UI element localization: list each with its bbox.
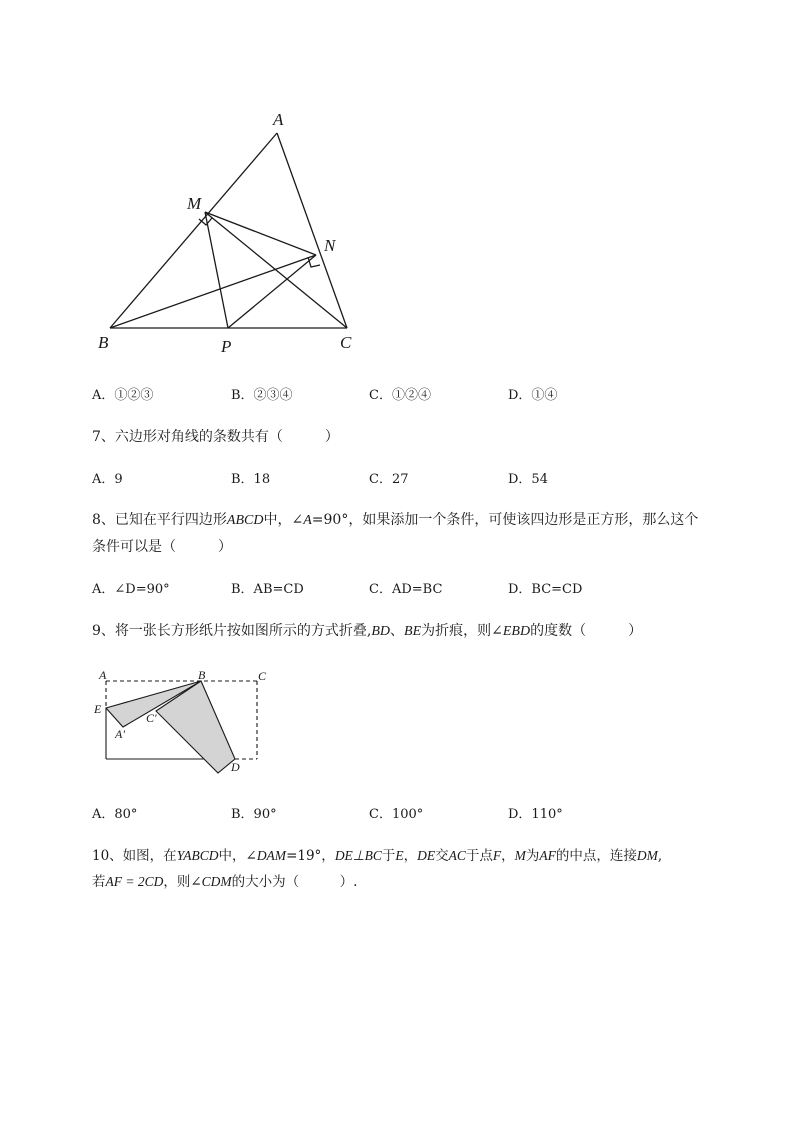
q8-option-d[interactable]: D．BC=CD — [508, 582, 583, 597]
q8-stem-text-1: 8、已知在平行四边形 — [92, 512, 227, 528]
fold-label-b: B — [198, 668, 206, 682]
q10-f: F — [492, 848, 502, 863]
q10-text-3: =19°， — [286, 848, 335, 864]
q10-text-8: ， — [501, 848, 515, 864]
q10-debc: DE⊥BC — [334, 848, 382, 863]
q10-text-9: 为 — [525, 848, 540, 864]
q10-m: M — [514, 848, 526, 863]
q7-option-c[interactable]: C．27 — [369, 472, 409, 487]
q6-option-b[interactable]: B．②③④ — [231, 388, 293, 403]
segment-mp — [205, 212, 228, 328]
q9-option-d[interactable]: D．110° — [508, 807, 563, 822]
q8-stem-text-3: =90°，如果添加一个条件，可使该四边形是正方形，那么这个 — [311, 512, 699, 528]
right-angle-n — [308, 257, 320, 267]
q10-text-5: ， — [403, 848, 418, 864]
q8-stem-abcd: ABCD — [226, 513, 264, 528]
label-n: N — [324, 236, 336, 255]
q10-text-1: 10、如图，在 — [92, 848, 177, 864]
q10-dam: DAM — [256, 848, 287, 863]
q8-stem — [92, 507, 698, 560]
q10-line2-text-1: 若 — [92, 874, 106, 890]
q6-option-d[interactable]: D．①④ — [508, 388, 558, 403]
q6-option-c[interactable]: C．①②④ — [369, 388, 431, 403]
label-m: M — [187, 194, 202, 213]
q10-abcd: YABCD — [176, 848, 219, 863]
q9-stem-text-3: 为折痕，则∠ — [421, 623, 503, 639]
q9-stem — [92, 618, 642, 645]
q10-line2-text-3: 的大小为（ ）. — [231, 874, 358, 890]
q10-line2-eq: AF = 2CD — [105, 874, 164, 889]
fold-label-d: D — [231, 760, 240, 774]
fold-label-c: C — [258, 669, 267, 683]
q9-stem-ebd: EBD — [502, 624, 531, 639]
folding-figure — [90, 665, 280, 780]
q8-stem-a: A — [303, 513, 312, 528]
q10-text-10: 的中点，连接 — [555, 848, 637, 864]
q9-stem-text-2: 、 — [390, 623, 405, 639]
q9-option-a[interactable]: A．80° — [92, 807, 138, 822]
q7-option-b[interactable]: B．18 — [231, 472, 271, 487]
fold-label-c-prime: C' — [146, 711, 157, 725]
segment-mn — [205, 212, 316, 255]
q10-stem — [92, 843, 662, 895]
q8-option-c[interactable]: C．AD=BC — [369, 582, 443, 597]
label-a: A — [273, 110, 284, 129]
q7-option-a[interactable]: A．9 — [92, 472, 123, 487]
q7-option-d[interactable]: D．54 — [508, 472, 548, 487]
q8-stem-line2: 条件可以是（ ） — [92, 539, 232, 555]
right-angle-m — [199, 218, 212, 225]
label-b: B — [98, 333, 109, 352]
q10-text-11: , — [657, 848, 663, 864]
q8-option-b[interactable]: B．AB=CD — [231, 582, 304, 597]
q8-option-a[interactable]: A．∠D=90° — [92, 582, 170, 597]
q9-stem-text-4: 的度数（ ） — [530, 623, 643, 639]
q10-text-6: 交 — [435, 848, 449, 864]
q9-stem-text-1: 9、将一张长方形纸片按如图所示的方式折叠, — [92, 623, 372, 639]
label-p: P — [221, 337, 232, 356]
q6-option-a[interactable]: A．①②③ — [92, 388, 154, 403]
q9-option-c[interactable]: C．100° — [369, 807, 424, 822]
q10-text-2: 中，∠ — [218, 848, 257, 864]
q10-line2-text-2: ，则∠ — [163, 874, 202, 890]
q8-stem-text-2: 中，∠ — [263, 512, 304, 528]
folding-svg — [90, 665, 280, 780]
q10-dm: DM — [636, 848, 658, 863]
q10-e: E — [395, 848, 404, 863]
triangle-svg — [90, 105, 370, 365]
q9-stem-be: BE — [404, 624, 422, 639]
label-c: C — [340, 333, 352, 352]
q10-text-7: 于点 — [465, 848, 493, 864]
q7-stem: 7、六边形对角线的条数共有（ ） — [92, 429, 339, 445]
q10-af: AF — [539, 848, 556, 863]
fold-label-e: E — [94, 702, 102, 716]
q10-text-4: 于 — [381, 848, 396, 864]
q9-option-b[interactable]: B．90° — [231, 807, 277, 822]
q10-line2-cdm: CDM — [201, 874, 232, 889]
triangle-figure — [90, 105, 370, 365]
fold-label-a-prime: A' — [115, 727, 125, 741]
q10-ac: AC — [448, 848, 466, 863]
fold-label-a: A — [99, 668, 107, 682]
q9-stem-bd: BD — [371, 624, 391, 639]
q10-de: DE — [417, 848, 436, 863]
